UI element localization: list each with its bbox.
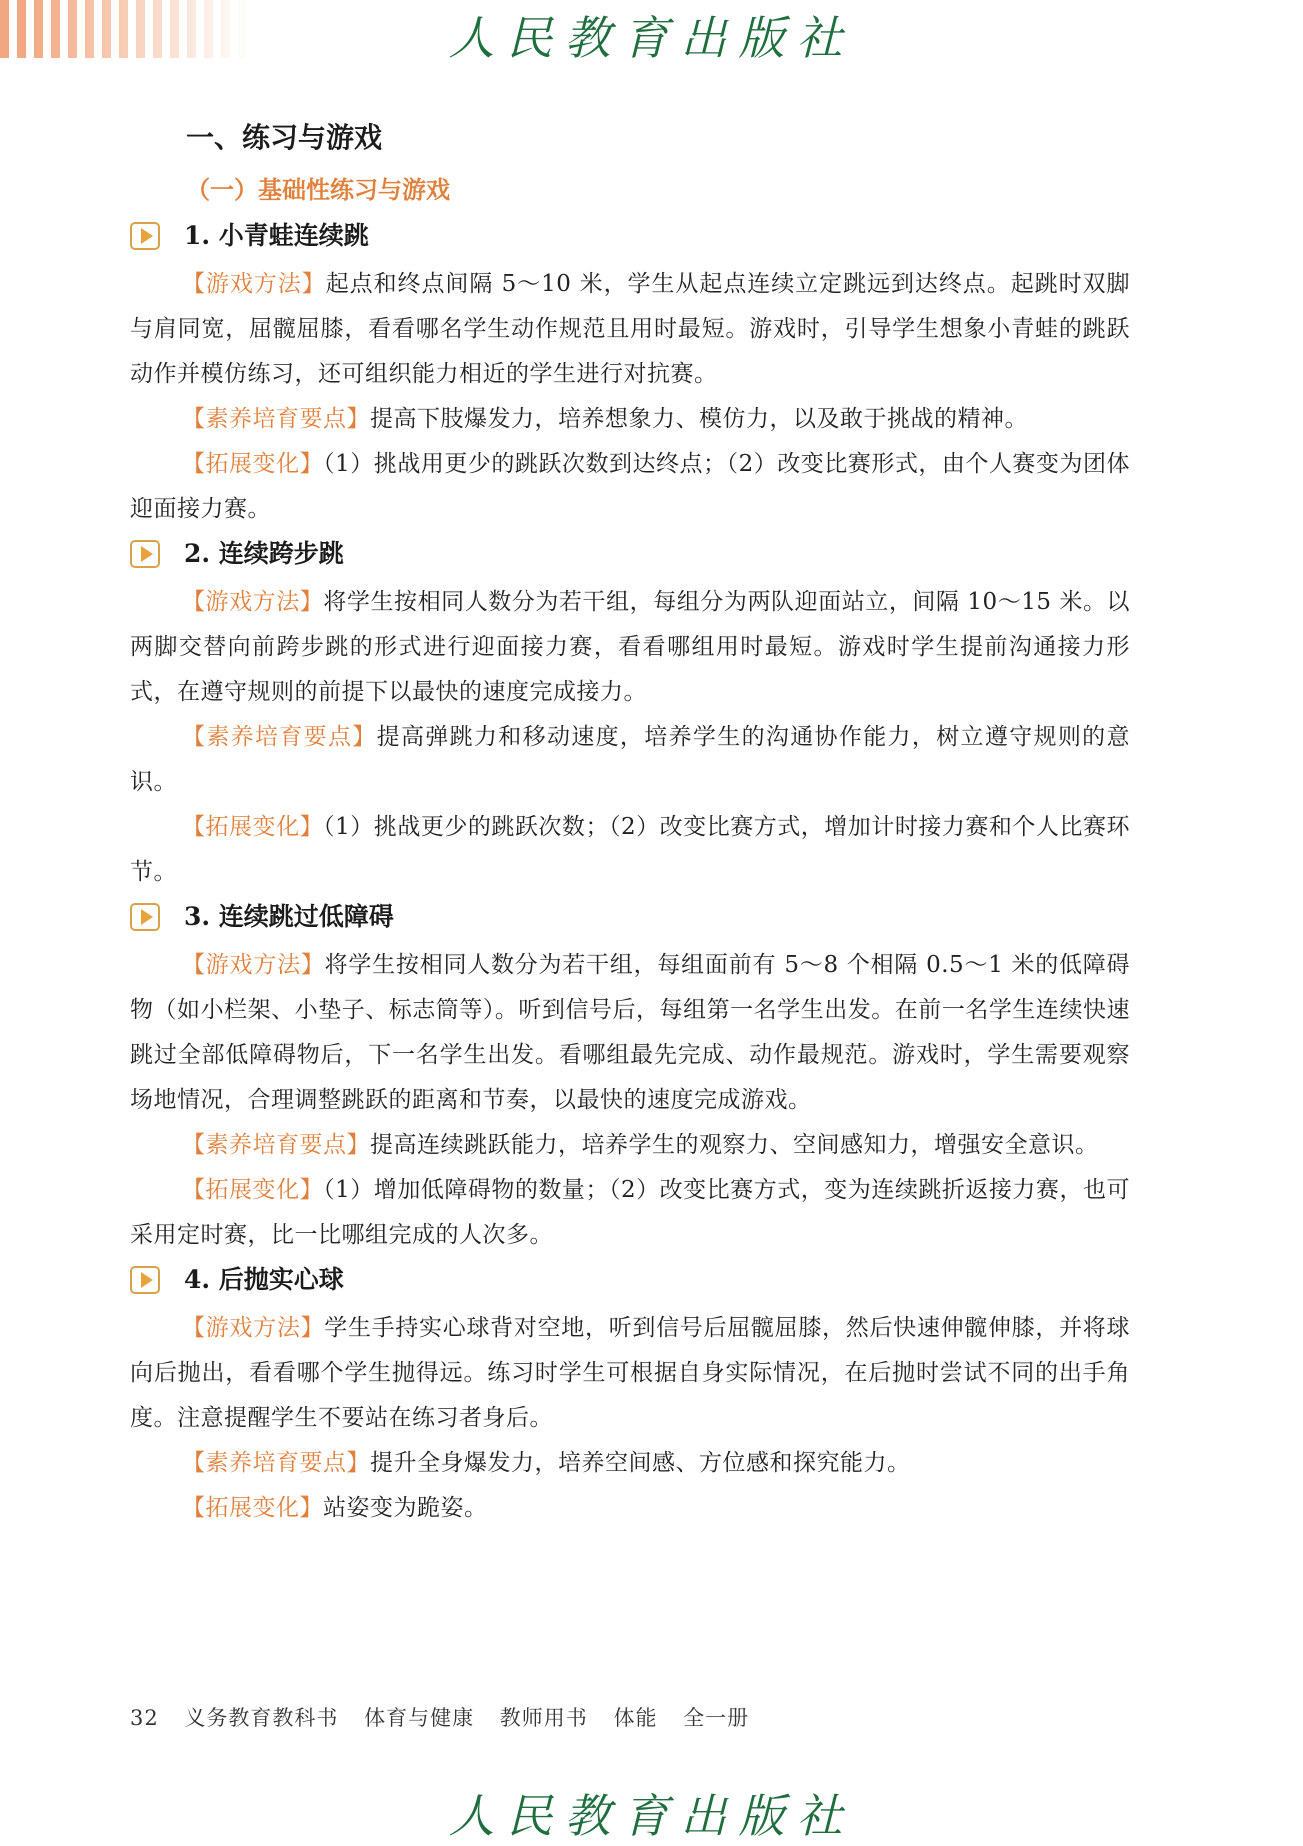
paragraph-variation: [130, 1486, 1130, 1531]
tag-label: 【拓展变化】: [182, 1495, 323, 1521]
paragraph-key-points: [130, 1123, 1130, 1168]
item-title: 1. 小青蛙连续跳: [184, 221, 369, 250]
item-title: 2. 连续跨步跳: [184, 539, 344, 568]
item-heading: [130, 216, 1130, 256]
page-footer: [130, 1702, 767, 1732]
page-content: [130, 118, 1130, 1531]
paragraph-text: 学生手持实心球背对空地，听到信号后屈髋屈膝，然后快速伸髋伸膝，并将球向后抛出，看看哪个学生抛得远。练习时学生可根据自身实际情况，在后抛时尝试不同的出手角度。注意提醒学生不要站在练习者身后。: [130, 1315, 1131, 1431]
footer-topic: 体能: [613, 1706, 658, 1730]
paragraph-text: 起点和终点间隔 5～10 米，学生从起点连续立定跳远到达终点。起跳时双脚与肩同宽，屈髋屈膝，看看哪名学生动作规范且用时最短。游戏时，引导学生想象小青蛙的跳跃动作并模仿练习，还可组织能力相近的学生进行对抗赛。: [130, 271, 1130, 387]
paragraph-method: [130, 1306, 1130, 1441]
paragraph-variation: [130, 442, 1130, 532]
footer-book: 义务教育教科书: [184, 1706, 339, 1730]
paragraph-text: （1）挑战更少的跳跃次数；（2）改变比赛方式，增加计时接力赛和个人比赛环节。: [130, 814, 1130, 885]
tag-label: 【素养培育要点】: [182, 1132, 370, 1158]
footer-type: 教师用书: [499, 1706, 588, 1730]
paragraph-text: 将学生按相同人数分为若干组，每组分为两队迎面站立，间隔 10～15 米。以两脚交替向前跨步跳的形式进行迎面接力赛，看看哪组用时最短。游戏时学生提前沟通接力形式，在遵守规则的前提下以最快的速度完成接力。: [130, 589, 1131, 705]
tag-label: 【素养培育要点】: [182, 406, 370, 432]
play-video-icon[interactable]: [130, 222, 160, 250]
item-heading: [130, 1260, 1130, 1300]
game-item: [130, 897, 1130, 1258]
tag-label: 【游戏方法】: [182, 589, 324, 615]
publisher-logo: 人民教育出版社: [448, 11, 855, 65]
paragraph-text: 提高连续跳跃能力，培养学生的观察力、空间感知力，增强安全意识。: [370, 1132, 1099, 1158]
game-item: [130, 534, 1130, 895]
section-title: 一、练习与游戏: [186, 121, 383, 154]
tag-label: 【拓展变化】: [182, 451, 324, 477]
game-item: [130, 1260, 1130, 1531]
paragraph-text: 提高弹跳力和移动速度，培养学生的沟通协作能力，树立遵守规则的意识。: [130, 724, 1131, 795]
subsection-title: （一）基础性练习与游戏: [186, 175, 450, 204]
page-number: 32: [130, 1706, 159, 1730]
paragraph-text: 提升全身爆发力，培养空间感、方位感和探究能力。: [370, 1450, 911, 1476]
play-video-icon[interactable]: [130, 903, 160, 931]
item-heading: [130, 534, 1130, 574]
game-item: [130, 216, 1130, 532]
paragraph-key-points: [130, 397, 1130, 442]
play-video-icon[interactable]: [130, 1266, 160, 1294]
paragraph-variation: [130, 1168, 1130, 1258]
item-heading: [130, 897, 1130, 937]
tag-label: 【拓展变化】: [182, 814, 324, 840]
paragraph-text: 提高下肢爆发力，培养想象力、模仿力，以及敢于挑战的精神。: [370, 406, 1028, 432]
tag-label: 【素养培育要点】: [182, 1450, 370, 1476]
paragraph-key-points: [130, 715, 1130, 805]
tag-label: 【游戏方法】: [182, 1315, 325, 1341]
tag-label: 【素养培育要点】: [182, 724, 377, 750]
item-title: 4. 后抛实心球: [184, 1265, 344, 1294]
paragraph-key-points: [130, 1441, 1130, 1486]
paragraph-variation: [130, 805, 1130, 895]
item-title: 3. 连续跳过低障碍: [184, 902, 394, 931]
paragraph-method: [130, 262, 1130, 397]
paragraph-method: [130, 580, 1130, 715]
tag-label: 【游戏方法】: [182, 271, 326, 297]
publisher-logo-watermark: 人民教育出版社: [448, 1789, 855, 1843]
footer-volume: 全一册: [683, 1706, 750, 1730]
footer-subject: 体育与健康: [364, 1706, 475, 1730]
paragraph-text: 站姿变为跪姿。: [323, 1495, 488, 1521]
play-video-icon[interactable]: [130, 540, 160, 568]
paragraph-method: [130, 943, 1130, 1123]
paragraph-text: （1）增加低障碍物的数量；（2）改变比赛方式，变为连续跳折返接力赛，也可采用定时赛，比一比哪组完成的人次多。: [130, 1177, 1130, 1248]
tag-label: 【游戏方法】: [182, 952, 325, 978]
paragraph-text: 将学生按相同人数分为若干组，每组面前有 5～8 个相隔 0.5～1 米的低障碍物（如小栏架、小垫子、标志筒等）。听到信号后，每组第一名学生出发。在前一名学生连续快速跳过全部低障碍物后，下一名学生出发。看哪组最先完成、动作最规范。游戏时，学生需要观察场地情况，合理调整跳跃的距离和节奏，以最快的速度完成游戏。: [130, 952, 1130, 1113]
tag-label: 【拓展变化】: [182, 1177, 324, 1203]
paragraph-text: （1）挑战用更少的跳跃次数到达终点；（2）改变比赛形式，由个人赛变为团体迎面接力赛。: [130, 451, 1130, 522]
